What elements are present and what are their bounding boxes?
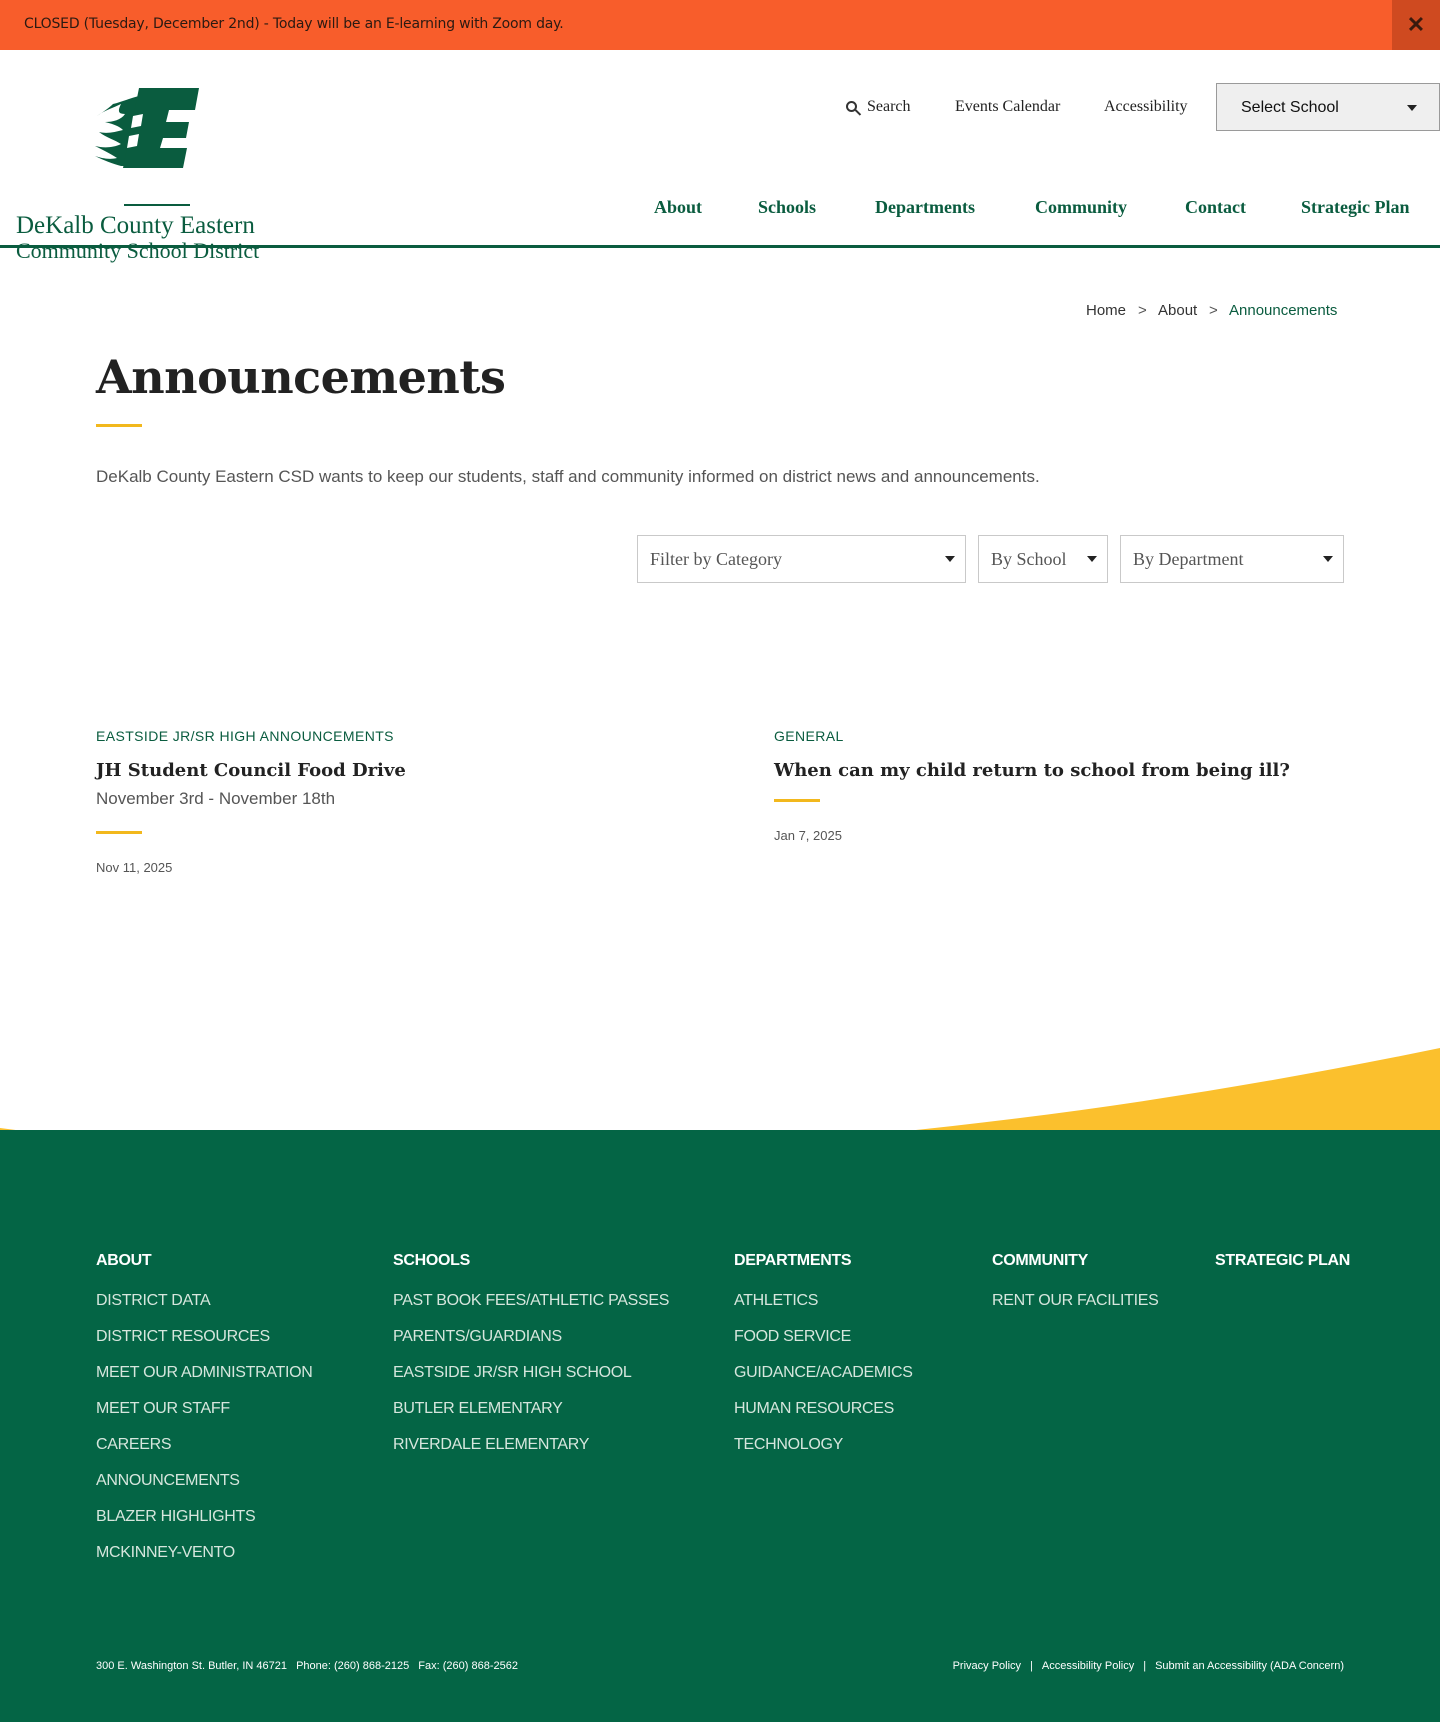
- search-link[interactable]: [846, 98, 911, 116]
- page-intro: DeKalb County Eastern CSD wants to keep our students, staff and community informed on district news and announcements.: [96, 467, 1040, 486]
- breadcrumb-current: Announcements: [1229, 302, 1338, 319]
- footer-link[interactable]: MEET OUR STAFF: [96, 1400, 230, 1417]
- close-alert-button[interactable]: ✕: [1392, 0, 1440, 50]
- card-subtitle: November 3rd - November 18th: [96, 789, 336, 808]
- logo-title-line1: DeKalb County Eastern: [16, 212, 255, 239]
- footer-link[interactable]: HUMAN RESOURCES: [734, 1400, 894, 1417]
- footer-contact-info: [96, 1660, 524, 1672]
- breadcrumb-about[interactable]: About: [1158, 302, 1198, 319]
- footer-link[interactable]: BLAZER HIGHLIGHTS: [96, 1508, 256, 1525]
- accessibility-policy-link[interactable]: Accessibility Policy: [1041, 1660, 1135, 1672]
- category-filter-value: Filter by Category: [650, 549, 782, 569]
- chevron-down-icon: [1323, 556, 1333, 562]
- footer-link[interactable]: TECHNOLOGY: [734, 1436, 844, 1453]
- footer-fax: Fax: (260) 868-2562: [418, 1660, 518, 1672]
- accessibility-link[interactable]: Accessibility: [1104, 98, 1188, 115]
- nav-strategic-plan[interactable]: Strategic Plan: [1301, 197, 1410, 217]
- breadcrumb-home[interactable]: Home: [1086, 302, 1127, 319]
- school-filter-value: By School: [991, 549, 1067, 569]
- card-date: Nov 11, 2025: [96, 860, 173, 875]
- footer-link[interactable]: RENT OUR FACILITIES: [992, 1292, 1159, 1309]
- district-logo[interactable]: [16, 86, 276, 263]
- footer-link[interactable]: GUIDANCE/ACADEMICS: [734, 1364, 913, 1381]
- footer-link[interactable]: MCKINNEY-VENTO: [96, 1544, 235, 1561]
- policy-separator: |: [1030, 1660, 1033, 1672]
- footer-link[interactable]: PARENTS/GUARDIANS: [393, 1328, 562, 1345]
- chevron-down-icon: [945, 556, 955, 562]
- alert-message: CLOSED (Tuesday, December 2nd) - Today will be an E-learning with Zoom day.: [24, 16, 564, 32]
- flame-e-logo-icon: [91, 86, 201, 168]
- search-label: Search: [867, 98, 911, 115]
- footer-link[interactable]: CAREERS: [96, 1436, 172, 1453]
- footer-heading-schools[interactable]: SCHOOLS: [393, 1252, 471, 1269]
- nav-contact[interactable]: Contact: [1185, 197, 1246, 217]
- alert-banner: [0, 0, 1440, 50]
- department-filter-value: By Department: [1133, 549, 1244, 569]
- footer-link[interactable]: ATHLETICS: [734, 1292, 819, 1309]
- policy-separator: |: [1143, 1660, 1147, 1672]
- footer-heading-strategic-plan[interactable]: STRATEGIC PLAN: [1215, 1252, 1351, 1269]
- nav-departments[interactable]: Departments: [875, 197, 975, 217]
- logo-divider: [124, 204, 190, 206]
- card-title[interactable]: JH Student Council Food Drive: [96, 760, 406, 781]
- chevron-down-icon: [1407, 105, 1417, 111]
- footer-address: 300 E. Washington St. Butler, IN 46721: [96, 1660, 287, 1672]
- footer-link[interactable]: DISTRICT DATA: [96, 1292, 211, 1309]
- card-divider: [774, 799, 820, 802]
- title-underline: [96, 424, 142, 427]
- breadcrumb-separator: >: [1138, 302, 1147, 319]
- nav-community[interactable]: Community: [1035, 197, 1128, 217]
- card-category[interactable]: EASTSIDE JR/SR HIGH ANNOUNCEMENTS: [96, 728, 394, 744]
- site-header: [0, 50, 1440, 263]
- select-school-value: Select School: [1241, 99, 1339, 116]
- nav-schools[interactable]: Schools: [758, 197, 817, 217]
- footer-link[interactable]: RIVERDALE ELEMENTARY: [393, 1436, 590, 1453]
- footer-heading-community[interactable]: COMMUNITY: [992, 1252, 1088, 1269]
- chevron-down-icon: [1087, 556, 1097, 562]
- footer-policy-links: [953, 1660, 1344, 1672]
- footer-link[interactable]: BUTLER ELEMENTARY: [393, 1400, 563, 1417]
- school-filter-select[interactable]: [978, 535, 1108, 583]
- footer-link[interactable]: FOOD SERVICE: [734, 1328, 852, 1345]
- select-school-dropdown[interactable]: [1216, 83, 1440, 131]
- department-filter-select[interactable]: [1120, 535, 1344, 583]
- footer-link[interactable]: EASTSIDE JR/SR HIGH SCHOOL: [393, 1364, 632, 1381]
- card-date: Jan 7, 2025: [774, 828, 842, 843]
- privacy-policy-link[interactable]: Privacy Policy: [952, 1660, 1022, 1672]
- ada-concern-link[interactable]: Submit an Accessibility (ADA Concern): [1155, 1660, 1344, 1672]
- site-footer: [0, 1130, 1440, 1722]
- footer-heading-about[interactable]: ABOUT: [96, 1252, 152, 1269]
- search-icon: [846, 101, 857, 112]
- footer-link[interactable]: ANNOUNCEMENTS: [96, 1472, 240, 1489]
- category-filter-select[interactable]: [637, 535, 966, 583]
- footer-heading-departments[interactable]: DEPARTMENTS: [734, 1252, 852, 1269]
- card-category[interactable]: GENERAL: [774, 728, 844, 744]
- logo-title-line2: Community School District: [16, 238, 260, 263]
- card-title[interactable]: When can my child return to school from being ill?: [774, 760, 1290, 781]
- footer-link[interactable]: DISTRICT RESOURCES: [96, 1328, 270, 1345]
- card-divider: [96, 831, 142, 834]
- footer-link[interactable]: PAST BOOK FEES/ATHLETIC PASSES: [393, 1292, 670, 1309]
- footer-phone: Phone: (260) 868-2125: [296, 1660, 410, 1672]
- page-title: Announcements: [96, 350, 506, 404]
- nav-about[interactable]: About: [654, 197, 703, 217]
- footer-link[interactable]: MEET OUR ADMINISTRATION: [96, 1364, 313, 1381]
- events-calendar-link[interactable]: Events Calendar: [955, 98, 1061, 115]
- breadcrumb-separator: >: [1209, 302, 1218, 319]
